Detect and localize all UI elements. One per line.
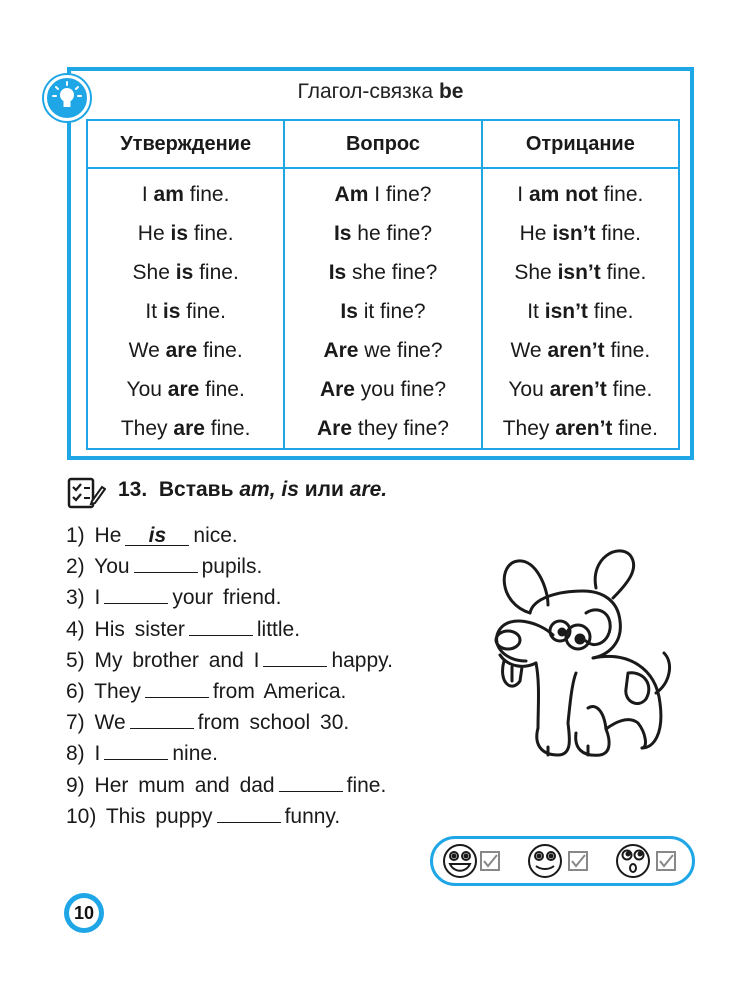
grammar-example: They aren’t fine. — [502, 417, 658, 440]
answer-blank[interactable] — [263, 648, 327, 667]
grammar-example: Am I fine? — [334, 183, 432, 206]
exercise-item: 9) Her mum and dad fine. — [66, 773, 387, 797]
grammar-example: Is he fine? — [333, 222, 433, 245]
grin-face-icon — [529, 845, 561, 877]
grammar-example: Are you fine? — [319, 378, 447, 401]
exercise-item: 8) I nine. — [66, 742, 218, 766]
column-header: Отрицание — [482, 120, 679, 168]
column-header: Утверждение — [87, 120, 284, 168]
exercise-list — [66, 520, 393, 832]
exercise-item: 6) They from America. — [66, 679, 347, 703]
exercise-item: 2) You pupils. — [66, 555, 263, 579]
grammar-example: She is fine. — [132, 261, 239, 284]
answer-blank[interactable] — [145, 679, 209, 698]
answer-blank[interactable] — [217, 804, 281, 823]
self-assessment-panel — [430, 836, 695, 886]
exercise-item: 7) We from school 30. — [66, 711, 350, 735]
thinking-face-icon — [617, 845, 649, 877]
exercise-item: 1) He is nice. — [66, 524, 238, 547]
answer-blank[interactable] — [104, 585, 168, 604]
page-number: 10 — [69, 898, 99, 928]
checkbox-icon[interactable] — [481, 852, 499, 870]
negative-column — [482, 168, 679, 449]
grammar-example: Are they fine? — [317, 417, 449, 440]
grammar-example: Are we fine? — [323, 339, 443, 362]
answer-blank[interactable] — [279, 773, 343, 792]
grammar-example: I am fine. — [141, 183, 230, 206]
grammar-example: It isn’t fine. — [527, 300, 634, 323]
smile-face-icon — [444, 845, 476, 877]
grammar-example: He is fine. — [137, 222, 234, 245]
exercise-item: 3) I your friend. — [66, 586, 282, 610]
grammar-example: It is fine. — [145, 300, 226, 323]
task-title: 13. Вставь am, is или are. — [118, 478, 388, 501]
grammar-example: We are fine. — [128, 339, 243, 362]
checkbox-icon[interactable] — [657, 852, 675, 870]
grammar-example: She isn’t fine. — [514, 261, 647, 284]
rule-title: Глагол-связка be — [297, 80, 464, 103]
exercise-item: 5) My brother and I happy. — [66, 648, 393, 672]
page-number-badge — [64, 893, 104, 933]
affirmative-column — [87, 168, 284, 449]
exercise-item: 4) His sister little. — [66, 617, 301, 641]
answer-blank[interactable] — [189, 617, 253, 636]
answer-blank[interactable]: is — [125, 527, 189, 546]
grammar-example: I am not fine. — [517, 183, 644, 206]
grammar-example: He isn’t fine. — [519, 222, 642, 245]
exercise-item: 10) This puppy funny. — [66, 804, 341, 828]
grammar-example: They are fine. — [120, 417, 251, 440]
answer-blank[interactable] — [134, 554, 198, 573]
checkbox-icon[interactable] — [569, 852, 587, 870]
grammar-example: Is she fine? — [328, 261, 438, 284]
grammar-example: You are fine. — [126, 378, 245, 401]
column-header: Вопрос — [284, 120, 481, 168]
answer-blank[interactable] — [104, 741, 168, 760]
puppy-illustration — [478, 543, 678, 778]
task-checklist-icon — [66, 475, 106, 509]
grammar-table — [86, 119, 680, 450]
grammar-example: You aren’t fine. — [508, 378, 653, 401]
grammar-example: We aren’t fine. — [510, 339, 651, 362]
question-column — [284, 168, 481, 449]
answer-blank[interactable] — [130, 710, 194, 729]
grammar-example: Is it fine? — [340, 300, 426, 323]
